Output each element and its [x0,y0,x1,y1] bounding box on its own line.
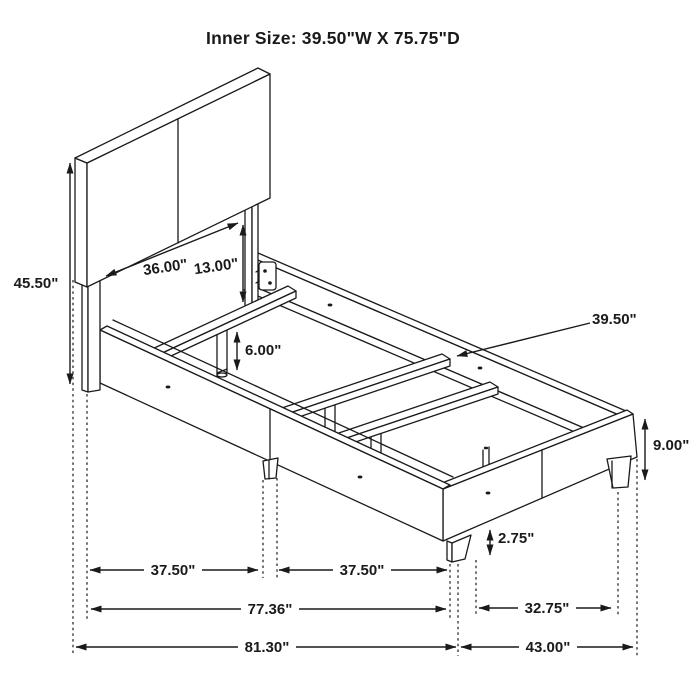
screw-dot [328,304,333,307]
dim-overall-length [76,638,456,656]
dim-label-foot-leg-height: 2.75" [498,530,535,547]
near-rail-outer-face [100,330,443,541]
screw-dot [478,367,483,370]
footboard [437,410,637,541]
diagram-title: Inner Size: 39.50"W X 75.75"D [206,28,460,48]
dim-label-overall-width: 43.00" [525,639,571,656]
dim-label-rail-section-foot: 37.50" [339,562,385,579]
dim-footboard-inner-span [479,599,611,617]
dim-rail-total-length [91,600,446,618]
far-rail-top-strip [251,253,633,418]
dim-rail-section-head [90,561,258,579]
foot-near-leg [447,535,471,562]
rail-middle-leg [263,458,278,479]
screw-dot [166,386,171,389]
dim-base-rail-height [645,419,689,480]
dim-foot-leg-height [490,530,534,555]
dim-label-rail-section-head: 37.50" [150,562,196,579]
dim-overall-width [461,638,633,656]
dim-label-footboard-inner-span: 32.75" [524,600,570,617]
dim-center-leg-height [237,332,281,370]
dim-label-headboard-width: 36.00" [142,256,189,280]
dim-slat-width [457,311,637,356]
dim-label-base-rail-height: 9.00" [653,437,690,454]
headboard-left-face [75,158,87,287]
dim-label-rail-total-length: 77.36" [247,601,293,618]
dim-label-center-leg-height: 6.00" [245,342,282,359]
screw-dot [358,476,363,479]
dim-label-slat-width: 39.50" [592,311,637,328]
footboard-inner-hardware [483,447,489,467]
far-rail-inner-face [251,257,626,446]
bed-frame [75,68,637,562]
dim-rail-section-foot [279,561,447,579]
rail-bracket [256,262,276,290]
dim-label-overall-length: 81.30" [244,639,290,656]
foot-far-leg [607,456,631,488]
dim-label-overall-height: 45.50" [13,275,59,292]
headboard-near-leg [82,280,100,392]
dim-headboard-to-rail [193,225,243,302]
dim-label-headboard-to-rail: 13.00" [192,255,240,279]
screw-dot [486,492,491,495]
dim-overall-height [14,163,70,384]
